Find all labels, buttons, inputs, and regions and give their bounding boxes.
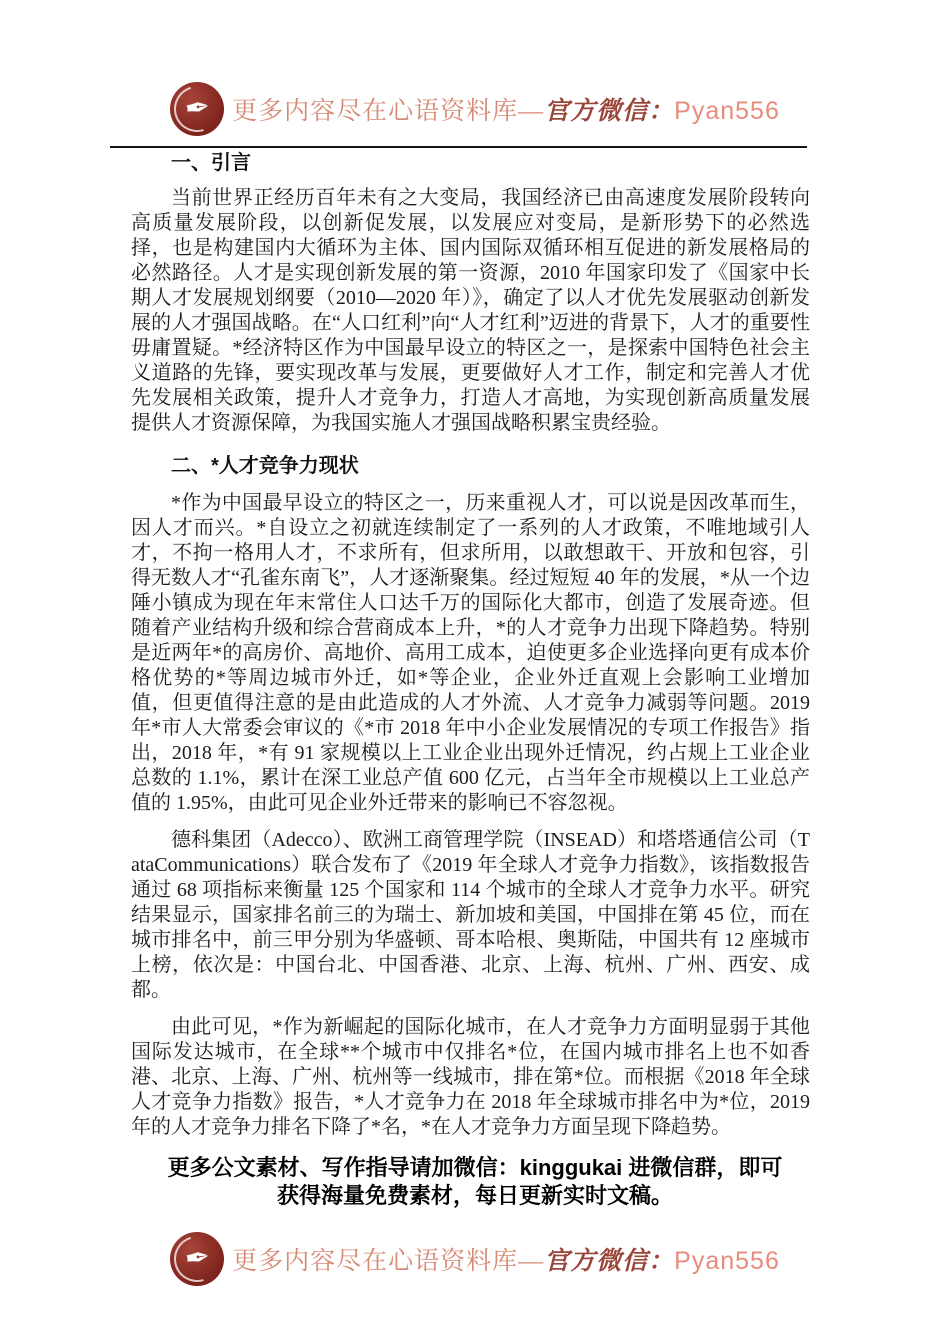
promo-line-2: 获得海量免费素材，每日更新实时文稿。 xyxy=(276,1183,673,1208)
watermark-wechat-label: 官方微信： xyxy=(544,98,675,125)
paragraph-introduction: 当前世界正经历百年未有之大变局，我国经济已由高速度发展阶段转向高质量发展阶段，以创新促发展，以发展应对变局，是新形势下的必然选择，也是构建国内大循环为主体、国内国际双循环相互促进的新发展格局的必然路径。人才是实现创新发展的第一资源，2010 年国家印发了《国家中长期人才发展规划纲要（2010—2020 年）》，确定了以人才优先发展驱动创新发展的人才强国战略。在“人口红利”向“人才红利”迈进的背景下，人才的重要性毋庸置疑。*经济特区作为中国最早设立的特区之一，是探索中国特色社会主义道路的先锋，要实现改革与发展，更要做好人才工作，制定和完善人才优先发展相关政策，提升人才竞争力，打造人才高地，为实现创新高质量发展提供人才资源保障，为我国实施人才强国战略积累宝贵经验。 xyxy=(131,187,810,434)
watermark-separator: — xyxy=(518,1248,545,1275)
watermark-separator: — xyxy=(518,98,545,125)
document-body xyxy=(131,151,810,1140)
header-watermark-text xyxy=(232,91,780,127)
watermark-brand-text: 更多内容尽在心语资料库 xyxy=(232,98,519,125)
watermark-wechat-account: Pyan556 xyxy=(674,1247,780,1275)
pen-nib-icon xyxy=(170,1232,224,1286)
paragraph-gtci-report: 德科集团（Adecco）、欧洲工商管理学院（INSEAD）和塔塔通信公司（TataCommunications）联合发布了《2019 年全球人才竞争力指数》，该指数报告通过 68 项指标来衡量 125 个国家和 114 个城市的全球人才竞争力水平。研究结果显示，国家排名前三的为瑞士、新加坡和美国，中国排在第 45 位，而在城市排名中，前三甲分别为华盛顿、哥本哈根、奥斯陆，中国共有 12 座城市上榜，依次是：中国台北、中国香港、北京、上海、杭州、广州、西安、成都。 xyxy=(131,829,810,1001)
paragraph-talent-history: *作为中国最早设立的特区之一，历来重视人才，可以说是因改革而生，因人才而兴。*自设立之初就连续制定了一系列的人才政策，不唯地域引人才，不拘一格用人才，不求所有，但求所用，以敢想敢干、开放和包容，引得无数人才“孔雀东南飞”，人才逐渐聚集。经过短短 40 年的发展，*从一个边陲小镇成为现在年末常住人口达千万的国际化大都市，创造了发展奇迹。但随着产业结构升级和综合营商成本上升，*的人才竞争力出现下降趋势。特别是近两年*的高房价、高地价、高用工成本，迫使更多企业选择向更有成本价格优势的*等周边城市外迁，如*等企业，企业外迁直观上会影响工业增加值，但更值得注意的是由此造成的人才外流、人才竞争力减弱等问题。2019 年*市人大常委会审议的《*市 2018 年中小企业发展情况的专项工作报告》指出，2018 年，*有 91 家规模以上工业企业出现外迁情况，约占规上工业企业总数的 1.1%，累计在深工业总产值 600 亿元，占当年全市规模以上工业总产值的 1.95%，由此可见企业外迁带来的影响已不容忽视。 xyxy=(131,492,810,814)
watermark-brand-text: 更多内容尽在心语资料库 xyxy=(232,1248,519,1275)
watermark-wechat-label: 官方微信： xyxy=(544,1248,675,1275)
header-watermark xyxy=(0,0,950,136)
header-divider-line xyxy=(110,146,807,148)
footer-watermark-text xyxy=(232,1241,780,1277)
footer-watermark xyxy=(0,1232,950,1286)
paragraph-conclusion: 由此可见，*作为新崛起的国际化城市，在人才竞争力方面明显弱于其他国际发达城市，在全球**个城市中仅排名*位，在国内城市排名上也不如香港、北京、上海、广州、杭州等一线城市，排在第*位。而根据《2018 年全球人才竞争力指数》报告，*人才竞争力在 2018 年全球城市排名中为*位，2019 年的人才竞争力排名下降了*名，*在人才竞争力方面呈现下降趋势。 xyxy=(131,1016,810,1138)
promo-banner xyxy=(0,1154,950,1210)
pen-nib-icon xyxy=(170,82,224,136)
pen-nib-glyph: ✒ xyxy=(182,1239,212,1278)
watermark-wechat-account: Pyan556 xyxy=(674,97,780,125)
section-heading-talent-competitiveness: 二、*人才竞争力现状 xyxy=(171,455,359,477)
pen-nib-glyph: ✒ xyxy=(182,89,212,128)
section-heading-introduction: 一、引言 xyxy=(171,152,251,174)
promo-line-1: 更多公文素材、写作指导请加微信：kinggukai 进微信群，即可 xyxy=(167,1155,783,1180)
